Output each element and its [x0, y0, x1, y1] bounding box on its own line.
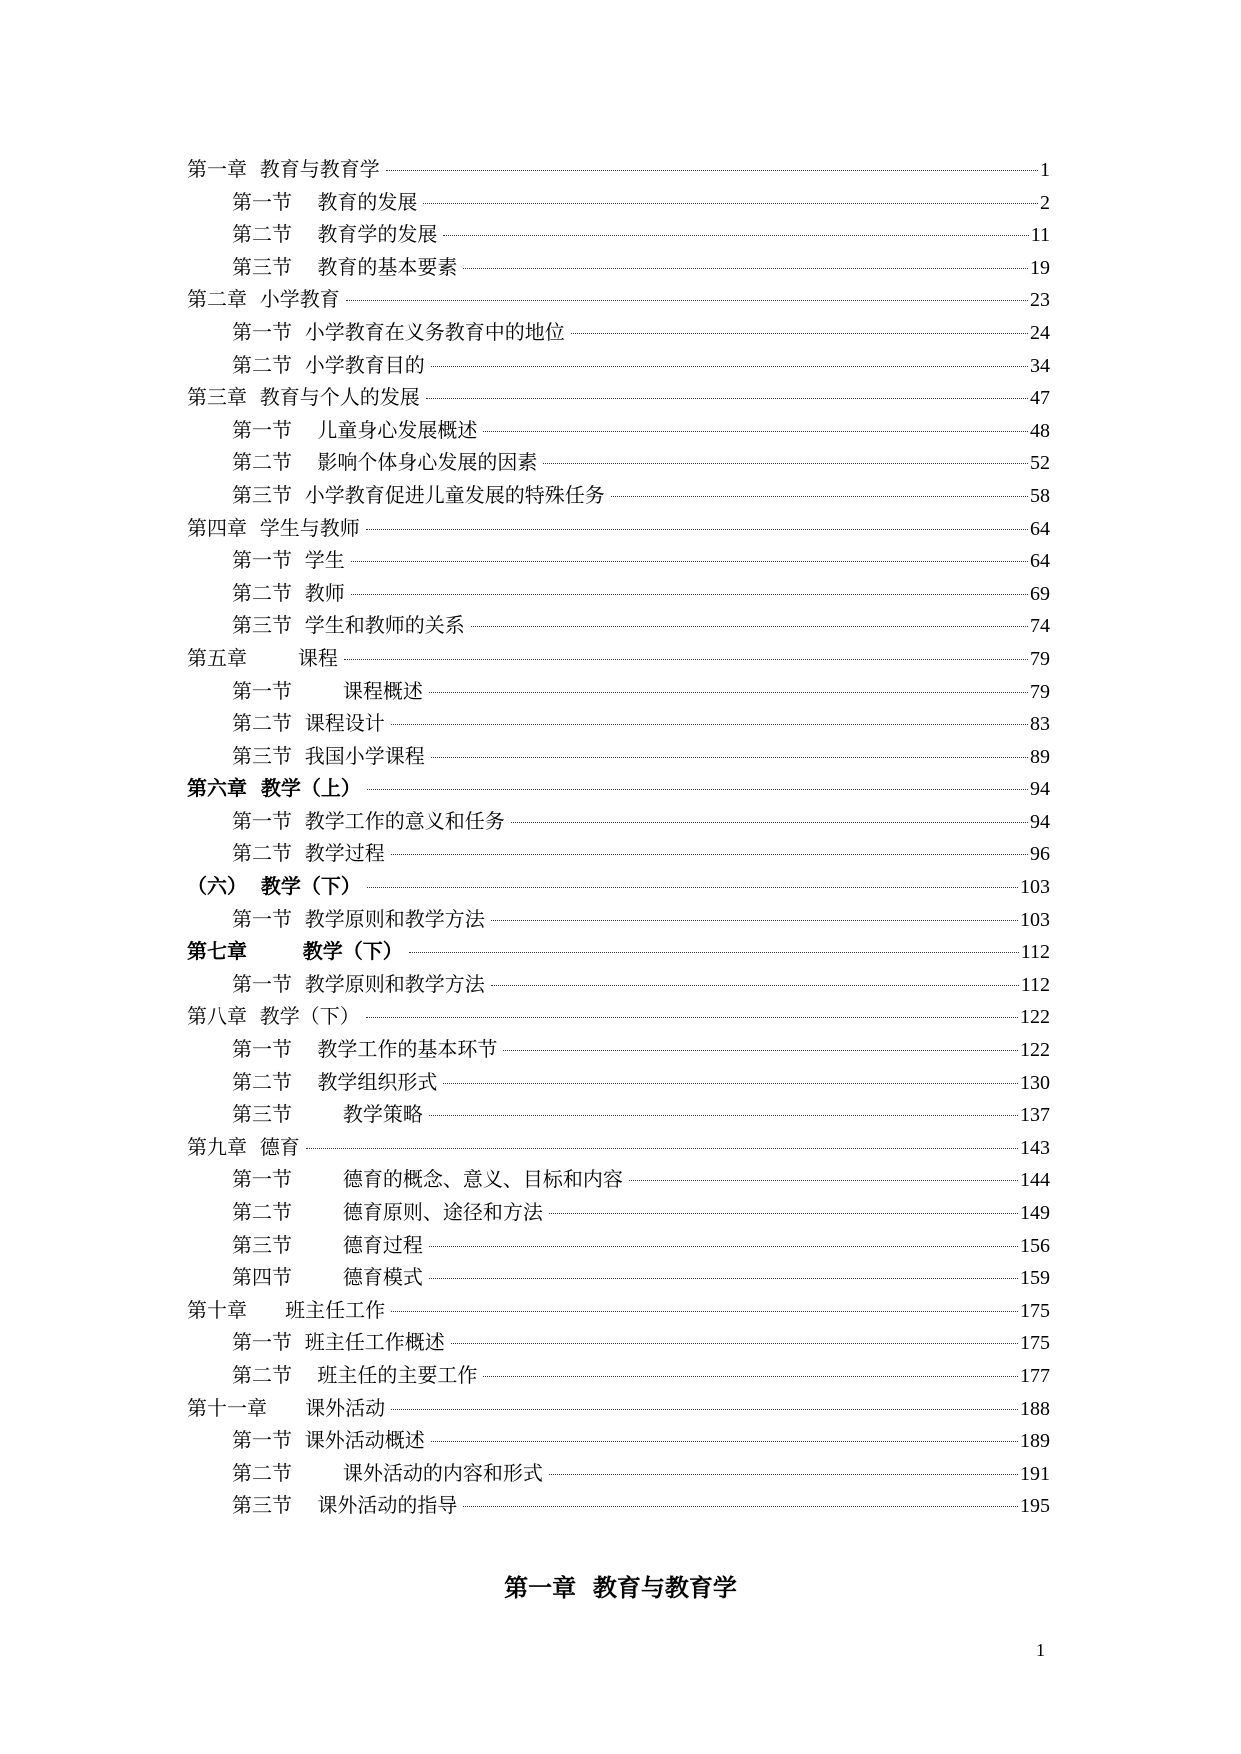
toc-section-entry[interactable] — [187, 837, 1050, 870]
toc-chapter-entry[interactable] — [187, 935, 1050, 968]
toc-chapter-entry[interactable] — [187, 381, 1050, 414]
toc-entry-page: 149 — [1020, 1202, 1050, 1224]
toc-entry-title: 第三节 小学教育促进儿童发展的特殊任务 — [232, 482, 605, 507]
toc-entry-title: 第一节 课外活动概述 — [232, 1428, 425, 1453]
toc-dot-leader — [366, 1017, 1018, 1018]
toc-entry-title: 第三节 教育的基本要素 — [232, 254, 458, 279]
toc-dot-leader — [463, 1506, 1018, 1507]
toc-entry-page: 103 — [1020, 908, 1050, 931]
toc-section-entry[interactable] — [187, 805, 1050, 838]
toc-dot-leader — [549, 1474, 1018, 1475]
toc-entry-title: 第二节 教育学的发展 — [232, 222, 438, 247]
toc-entry-page: 96 — [1030, 843, 1050, 866]
toc-dot-leader — [367, 789, 1028, 790]
toc-entry-title: 第二节 小学教育目的 — [232, 352, 425, 377]
toc-entry-title: 第八章 教学（下） — [187, 1004, 360, 1029]
toc-dot-leader — [423, 203, 1038, 204]
toc-section-entry[interactable] — [187, 609, 1050, 642]
toc-entry-title: 第三章 教育与个人的发展 — [187, 385, 420, 410]
toc-chapter-entry[interactable] — [187, 1294, 1050, 1327]
toc-dot-leader — [391, 1311, 1018, 1312]
toc-chapter-entry[interactable] — [187, 512, 1050, 545]
toc-entry-title: 第三节 课外活动的指导 — [232, 1493, 458, 1518]
toc-section-entry[interactable] — [187, 1098, 1050, 1131]
toc-dot-leader — [429, 1115, 1018, 1116]
toc-dot-leader — [366, 529, 1028, 530]
toc-entry-title: 第十一章 课外活动 — [187, 1395, 386, 1420]
toc-section-entry[interactable] — [187, 1066, 1050, 1099]
toc-section-entry[interactable] — [187, 1359, 1050, 1392]
toc-entry-page: 58 — [1030, 484, 1050, 507]
toc-section-entry[interactable] — [187, 251, 1050, 284]
toc-entry-title: 第一节 德育的概念、意义、目标和内容 — [232, 1167, 623, 1192]
toc-entry-title: 第二节 课程设计 — [232, 711, 385, 736]
toc-entry-title: 第一节 学生 — [232, 548, 345, 573]
toc-section-entry[interactable] — [187, 446, 1050, 479]
toc-entry-page: 79 — [1030, 680, 1050, 703]
toc-section-entry[interactable] — [187, 1457, 1050, 1490]
toc-dot-leader — [503, 1050, 1018, 1051]
toc-entry-page: 83 — [1030, 713, 1050, 736]
toc-entry-page: 64 — [1030, 550, 1050, 573]
toc-entry-page: 94 — [1030, 778, 1050, 801]
toc-dot-leader — [463, 268, 1028, 269]
chapter-heading: 第一章 教育与教育学 — [504, 1573, 737, 1602]
toc-entry-page: 94 — [1030, 810, 1050, 833]
toc-entry-page: 175 — [1020, 1332, 1050, 1355]
toc-dot-leader — [429, 692, 1028, 693]
toc-entry-title: 第六章 教学（上） — [187, 776, 361, 801]
toc-dot-leader — [391, 1409, 1018, 1410]
toc-entry-page: 34 — [1030, 354, 1050, 377]
toc-entry-page: 156 — [1020, 1234, 1050, 1257]
toc-entry-page: 144 — [1020, 1169, 1050, 1192]
toc-section-entry[interactable] — [187, 1163, 1050, 1196]
toc-section-entry[interactable] — [187, 349, 1050, 382]
toc-chapter-entry[interactable] — [187, 772, 1050, 805]
toc-entry-page: 19 — [1030, 256, 1050, 279]
toc-dot-leader — [391, 854, 1028, 855]
toc-section-entry[interactable] — [187, 1229, 1050, 1262]
toc-entry-page: 159 — [1020, 1267, 1050, 1290]
toc-dot-leader — [571, 333, 1028, 334]
toc-section-entry[interactable] — [187, 544, 1050, 577]
toc-entry-page: 112 — [1020, 973, 1050, 996]
toc-dot-leader — [491, 985, 1019, 986]
toc-dot-leader — [351, 594, 1028, 595]
toc-entry-page: 89 — [1030, 745, 1050, 768]
toc-dot-leader — [443, 235, 1028, 236]
toc-dot-leader — [431, 757, 1028, 758]
toc-section-entry[interactable] — [187, 1033, 1050, 1066]
toc-entry-title: 第三节 德育过程 — [232, 1232, 423, 1257]
toc-entry-title: 第一节 教学原则和教学方法 — [232, 906, 485, 931]
toc-section-entry[interactable] — [187, 316, 1050, 349]
toc-entry-title: 第一节 教学原则和教学方法 — [232, 971, 485, 996]
toc-section-entry[interactable] — [187, 186, 1050, 219]
toc-entry-title: 第九章 德育 — [187, 1134, 300, 1159]
toc-entry-page: 112 — [1020, 941, 1050, 964]
toc-chapter-entry[interactable] — [187, 1392, 1050, 1425]
toc-entry-page: 177 — [1020, 1364, 1050, 1387]
toc-entry-title: 第三节 学生和教师的关系 — [232, 613, 465, 638]
toc-dot-leader — [431, 366, 1028, 367]
toc-dot-leader — [386, 170, 1038, 171]
toc-section-entry[interactable] — [187, 968, 1050, 1001]
toc-entry-page: 189 — [1020, 1430, 1050, 1453]
toc-entry-page: 188 — [1020, 1397, 1050, 1420]
toc-entry-page: 137 — [1020, 1104, 1050, 1127]
toc-chapter-entry[interactable] — [187, 283, 1050, 316]
toc-entry-title: 第一节 教学工作的意义和任务 — [232, 808, 505, 833]
toc-section-entry[interactable] — [187, 675, 1050, 708]
toc-entry-title: 第四节 德育模式 — [232, 1265, 423, 1290]
toc-chapter-entry[interactable] — [187, 153, 1050, 186]
toc-entry-title: 第五章 课程 — [187, 645, 338, 670]
toc-entry-title: 第二节 教学过程 — [232, 841, 385, 866]
toc-section-entry[interactable] — [187, 577, 1050, 610]
toc-entry-page: 103 — [1020, 876, 1050, 899]
toc-entry-title: 第七章 教学（下） — [187, 939, 403, 964]
toc-chapter-entry[interactable] — [187, 870, 1050, 903]
toc-dot-leader — [429, 1246, 1018, 1247]
toc-dot-leader — [344, 659, 1028, 660]
toc-dot-leader — [543, 463, 1028, 464]
toc-dot-leader — [367, 887, 1018, 888]
toc-entry-page: 143 — [1020, 1136, 1050, 1159]
toc-dot-leader — [429, 1278, 1018, 1279]
toc-entry-page: 69 — [1030, 582, 1050, 605]
toc-entry-title: 第十章 班主任工作 — [187, 1297, 386, 1322]
toc-dot-leader — [409, 952, 1019, 953]
toc-entry-title: 第二节 课外活动的内容和形式 — [232, 1460, 543, 1485]
toc-dot-leader — [629, 1180, 1018, 1181]
toc-entry-title: 第二章 小学教育 — [187, 287, 340, 312]
toc-entry-title: 第二节 影响个体身心发展的因素 — [232, 450, 538, 475]
toc-chapter-entry[interactable] — [187, 1131, 1050, 1164]
toc-entry-page: 74 — [1030, 615, 1050, 638]
toc-dot-leader — [611, 496, 1028, 497]
toc-entry-title: 第二节 德育原则、途径和方法 — [232, 1200, 543, 1224]
toc-section-entry[interactable] — [187, 740, 1050, 773]
toc-section-entry[interactable] — [187, 707, 1050, 740]
toc-dot-leader — [511, 822, 1028, 823]
toc-entry-page: 122 — [1020, 1006, 1050, 1029]
toc-dot-leader — [483, 1376, 1018, 1377]
toc-entry-page: 175 — [1020, 1299, 1050, 1322]
toc-section-entry[interactable] — [187, 414, 1050, 447]
toc-entry-title: （六） 教学（下） — [187, 874, 361, 899]
toc-section-entry[interactable] — [187, 1196, 1050, 1229]
toc-section-entry[interactable] — [187, 1261, 1050, 1294]
toc-entry-page: 23 — [1030, 289, 1050, 312]
toc-dot-leader — [549, 1213, 1018, 1214]
toc-dot-leader — [306, 1148, 1018, 1149]
toc-entry-title: 第一章 教育与教育学 — [187, 157, 380, 181]
toc-dot-leader — [443, 1083, 1018, 1084]
toc-entry-page: 122 — [1020, 1039, 1050, 1062]
toc-dot-leader — [451, 1343, 1018, 1344]
toc-entry-title: 第四章 学生与教师 — [187, 515, 360, 540]
toc-section-entry[interactable] — [187, 479, 1050, 512]
toc-entry-page: 64 — [1030, 517, 1050, 540]
toc-entry-page: 79 — [1030, 647, 1050, 670]
page-number: 1 — [1036, 1640, 1045, 1660]
toc-section-entry[interactable] — [187, 1424, 1050, 1457]
toc-chapter-entry[interactable] — [187, 642, 1050, 675]
toc-entry-title: 第二节 教学组织形式 — [232, 1069, 438, 1094]
toc-entry-page: 191 — [1020, 1462, 1050, 1485]
toc-entry-title: 第三节 我国小学课程 — [232, 743, 425, 768]
toc-entry-title: 第一节 小学教育在义务教育中的地位 — [232, 319, 565, 344]
toc-entry-title: 第一节 儿童身心发展概述 — [232, 417, 478, 442]
table-of-contents — [187, 153, 1050, 1522]
toc-dot-leader — [391, 724, 1028, 725]
toc-dot-leader — [483, 431, 1028, 432]
toc-dot-leader — [431, 1441, 1018, 1442]
toc-entry-title: 第二节 教师 — [232, 580, 345, 605]
toc-entry-page: 47 — [1030, 387, 1050, 410]
toc-entry-title: 第三节 教学策略 — [232, 1102, 423, 1127]
toc-entry-title: 第二节 班主任的主要工作 — [232, 1362, 478, 1387]
toc-entry-page: 130 — [1020, 1071, 1050, 1094]
toc-entry-page: 24 — [1030, 321, 1050, 344]
toc-section-entry[interactable] — [187, 903, 1050, 936]
toc-entry-page: 11 — [1030, 224, 1050, 247]
toc-dot-leader — [351, 561, 1028, 562]
toc-entry-page: 1 — [1040, 159, 1050, 181]
toc-entry-title: 第一节 教学工作的基本环节 — [232, 1037, 498, 1062]
toc-section-entry[interactable] — [187, 218, 1050, 251]
toc-dot-leader — [426, 398, 1028, 399]
toc-dot-leader — [346, 300, 1028, 301]
toc-section-entry[interactable] — [187, 1489, 1050, 1522]
toc-entry-page: 52 — [1030, 452, 1050, 475]
toc-section-entry[interactable] — [187, 1326, 1050, 1359]
toc-entry-page: 48 — [1030, 419, 1050, 442]
toc-dot-leader — [471, 626, 1028, 627]
toc-entry-title: 第一节 班主任工作概述 — [232, 1330, 445, 1355]
toc-entry-title: 第一节 教育的发展 — [232, 189, 418, 214]
toc-entry-page: 195 — [1020, 1495, 1050, 1518]
toc-chapter-entry[interactable] — [187, 1000, 1050, 1033]
toc-entry-title: 第一节 课程概述 — [232, 678, 423, 703]
toc-entry-page: 2 — [1040, 191, 1050, 214]
toc-dot-leader — [491, 920, 1018, 921]
